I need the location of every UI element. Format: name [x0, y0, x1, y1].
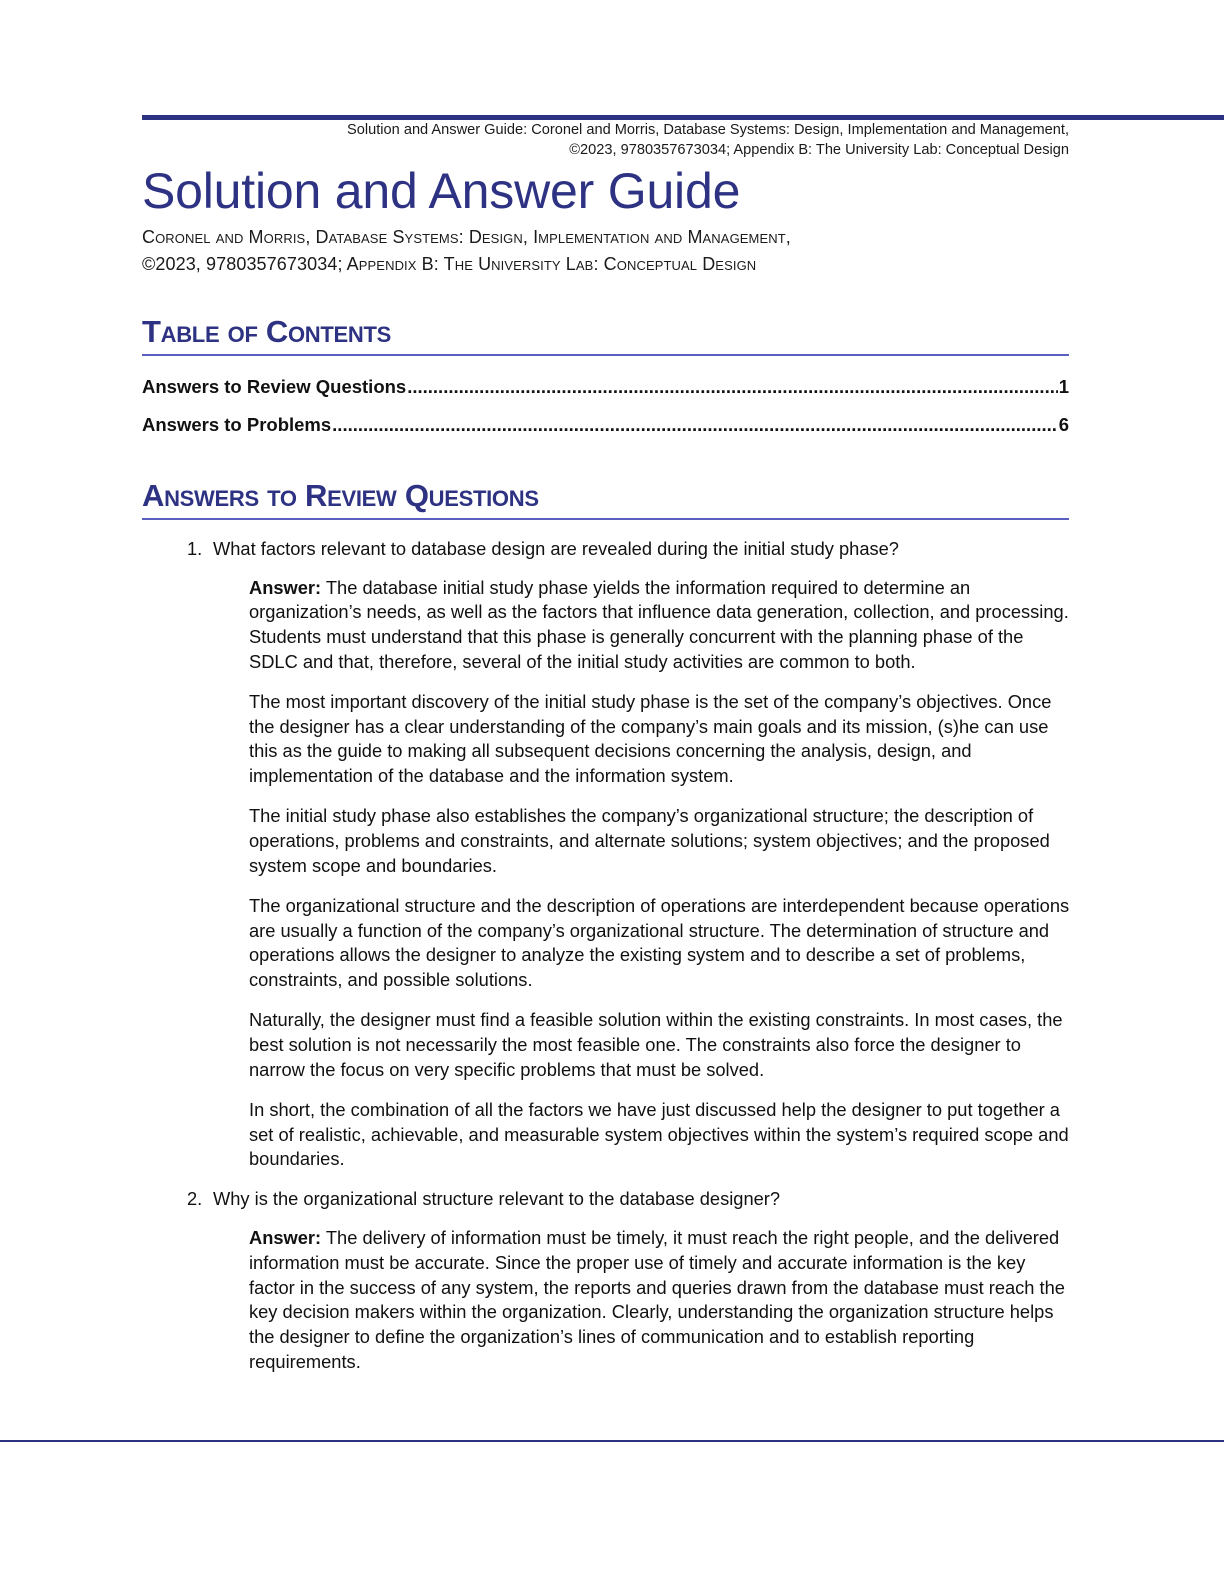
- question-number: 2.: [187, 1188, 203, 1210]
- question-number: 1.: [187, 538, 203, 559]
- answer-paragraph: The most important discovery of the initial study phase is the set of the company’s objectives. Once the designer has a clear understanding of the company’s main goals and its mission, (s)he can use this as the guide to making all subsequent decisions concerning the analysis, design, and implementation of the database and the information system.: [249, 691, 1052, 787]
- answer-label: Answer:: [249, 1227, 322, 1249]
- question-2: [142, 1187, 1072, 1212]
- question-text: Why is the organizational structure relevant to the database designer?: [213, 1188, 781, 1210]
- toc-entry-page: 1: [1058, 376, 1069, 397]
- running-header-line-2: ©2023, 9780357673034; Appendix B: The University Lab: Conceptual Design: [569, 141, 1069, 158]
- footer-rule: [0, 1440, 1224, 1442]
- toc-entry-problems[interactable]: [142, 411, 1069, 449]
- running-header: [142, 121, 1069, 160]
- review-questions-heading: Answers to Review Questions: [142, 476, 1069, 520]
- review-questions-content: [142, 537, 1072, 1390]
- header-rule: [142, 115, 1224, 120]
- toc-entry-label: Answers to Problems: [142, 414, 332, 435]
- toc-entry-review-questions[interactable]: [142, 373, 1069, 411]
- answer-paragraph: The initial study phase also establishes the company’s organizational structure; the description of operations, problems and constraints, and alternate solutions; system objectives; and the proposed system scope and boundaries.: [249, 805, 1050, 876]
- document-subtitle: [142, 224, 1082, 277]
- answer-paragraph: In short, the combination of all the factors we have just discussed help the designer to put together a set of realistic, achievable, and measurable system objectives within the system’s required scope and boundaries.: [249, 1098, 1069, 1170]
- toc-entry-label: Answers to Review Questions: [142, 376, 407, 397]
- answer-2: [249, 1226, 1072, 1374]
- subtitle-line-2: ©2023, 9780357673034; Appendix B: The University Lab: Conceptual Design: [142, 253, 757, 274]
- answer-1: [249, 576, 1072, 1172]
- document-title: Solution and Answer Guide: [142, 163, 741, 219]
- answer-paragraph: Naturally, the designer must find a feasible solution within the existing constraints. In most cases, the best solution is not necessarily the most feasible one. The constraints also force the designer to narrow the focus on very specific problems that must be solved.: [249, 1009, 1063, 1080]
- question-1: [142, 537, 1072, 562]
- toc-entry-page: 6: [1058, 414, 1069, 435]
- toc-heading: Table of Contents: [142, 312, 1069, 356]
- answer-paragraph: The organizational structure and the description of operations are interdependent because operations are usually a function of the company’s organizational structure. The determination of structure and operations allows the designer to analyze the existing system and to describe a set of problems, constraints, and possible solutions.: [249, 894, 1070, 991]
- answer-paragraph: Answer: The delivery of information must be timely, it must reach the right people, and the delivered information must be accurate. Since the proper use of timely and accurate information is the key factor in the success of any system, the reports and queries drawn from the database must reach the key decision makers within the organization. Clearly, understanding the organization structure helps the designer to define the organization’s lines of communication and to establish reporting requirements.: [249, 1227, 1065, 1372]
- table-of-contents: [142, 373, 1069, 449]
- subtitle-line-1: Coronel and Morris, Database Systems: Design, Implementation and Management,: [142, 227, 791, 247]
- toc-dot-leader: [332, 411, 1058, 439]
- toc-dot-leader: [407, 373, 1057, 401]
- answer-paragraph: Answer: The database initial study phase yields the information required to determine an organization’s needs, as well as the factors that influence data generation, collection, and processing. Students must understand that this phase is generally concurrent with the planning phase of the SDLC and that, therefore, several of the initial study activities are common to both.: [249, 576, 1069, 672]
- running-header-line-1: Solution and Answer Guide: Coronel and Morris, Database Systems: Design, Implementation and Management,: [347, 122, 1069, 138]
- answer-label: Answer:: [249, 576, 322, 598]
- question-text: What factors relevant to database design are revealed during the initial study phase?: [213, 538, 899, 559]
